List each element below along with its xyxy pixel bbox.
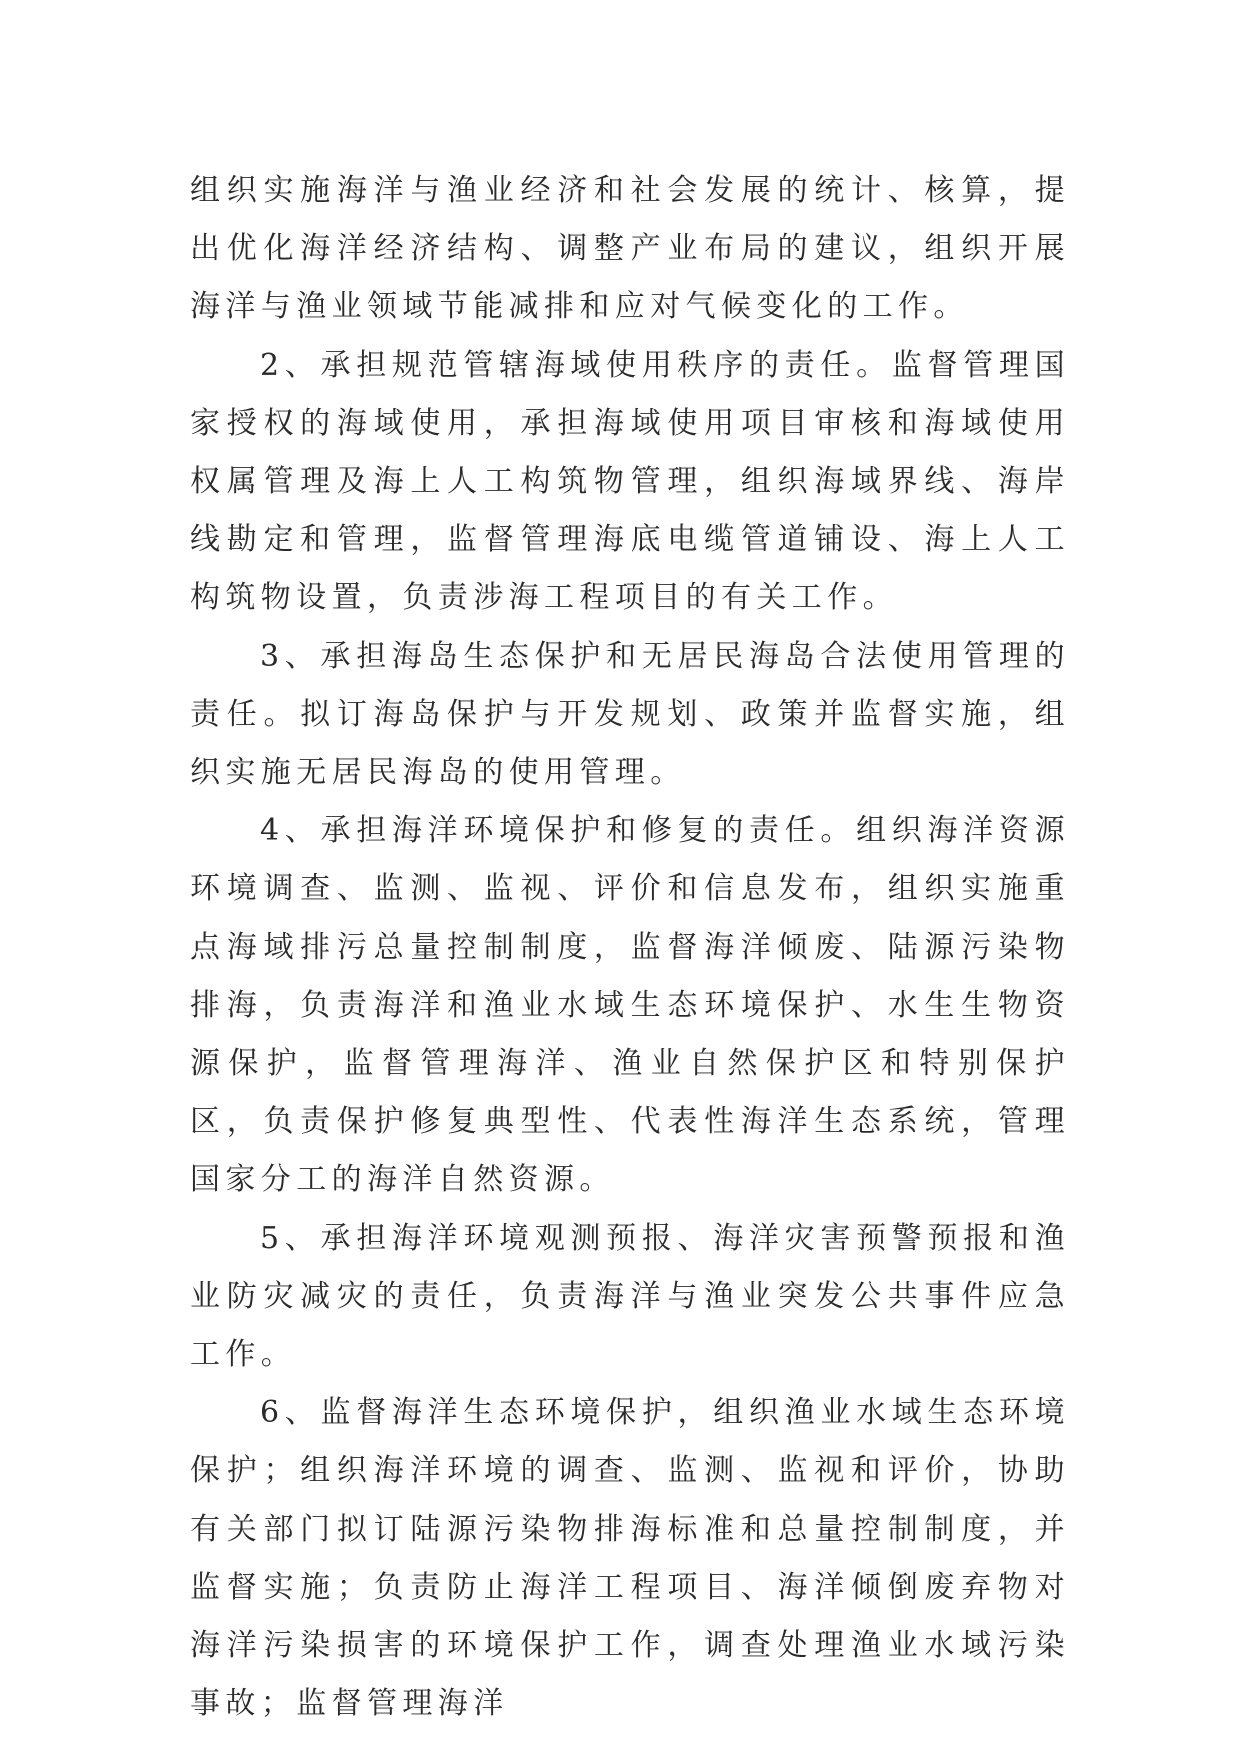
paragraph-item-3: 3、承担海岛生态保护和无居民海岛合法使用管理的责任。拟订海岛保护与开发规划、政策并监督实施，组织实施无居民海岛的使用管理。 <box>190 638 1070 791</box>
paragraph-item-5: 5、承担海洋环境观测预报、海洋灾害预警预报和渔业防灾减灾的责任，负责海洋与渔业突发公共事件应急工作。 <box>190 1220 1070 1373</box>
document-body <box>190 162 1070 1733</box>
paragraph-continuation: 组织实施海洋与渔业经济和社会发展的统计、核算，提出优化海洋经济结构、调整产业布局的建议，组织开展海洋与渔业领域节能减排和应对气候变化的工作。 <box>190 173 1070 325</box>
paragraph-item-2: 2、承担规范管辖海域使用秩序的责任。监督管理国家授权的海域使用，承担海域使用项目审核和海域使用权属管理及海上人工构筑物管理，组织海域界线、海岸线勘定和管理，监督管理海底电缆管道铺设、海上人工构筑物设置，负责涉海工程项目的有关工作。 <box>190 347 1070 616</box>
paragraph-item-6: 6、监督海洋生态环境保护，组织渔业水域生态环境保护；组织海洋环境的调查、监测、监视和评价，协助有关部门拟订陆源污染物排海标准和总量控制制度，并监督实施；负责防止海洋工程项目、海洋倾倒废弃物对海洋污染损害的环境保护工作，调查处理渔业水域污染事故；监督管理海洋 <box>190 1395 1070 1722</box>
paragraph-item-4: 4、承担海洋环境保护和修复的责任。组织海洋资源环境调查、监测、监视、评价和信息发布，组织实施重点海域排污总量控制制度，监督海洋倾废、陆源污染物排海，负责海洋和渔业水域生态环境保护、水生生物资源保护，监督管理海洋、渔业自然保护区和特别保护区，负责保护修复典型性、代表性海洋生态系统，管理国家分工的海洋自然资源。 <box>190 813 1070 1198</box>
